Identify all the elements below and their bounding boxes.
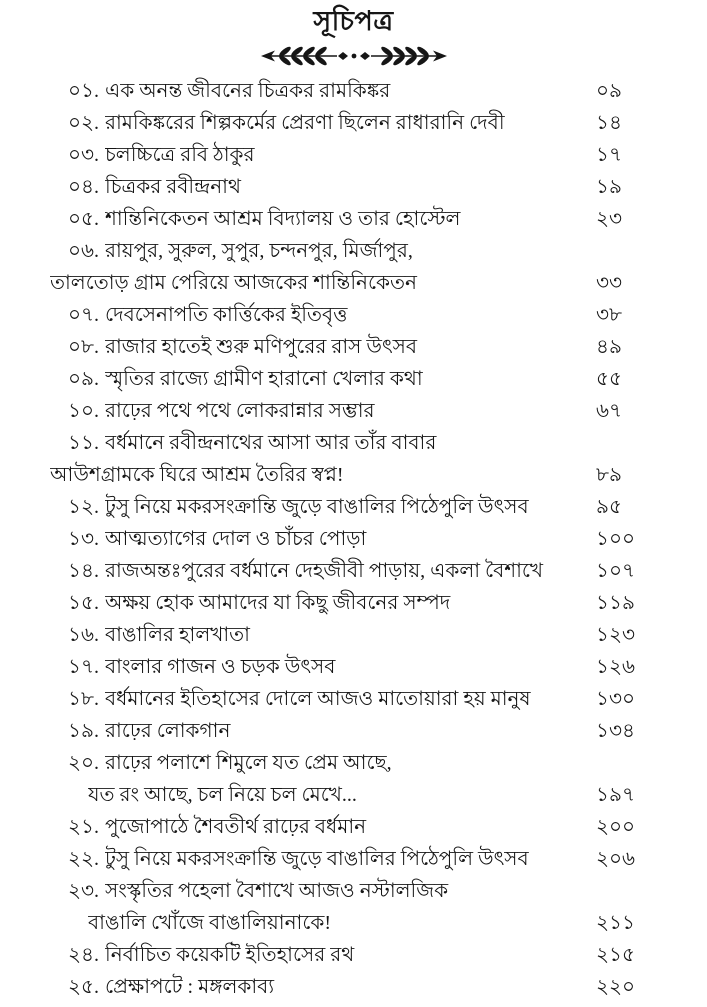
page-title: সূচিপত্র <box>313 6 394 36</box>
toc-entry-page: ৩৩ <box>596 272 623 294</box>
toc-row <box>36 619 642 651</box>
toc-entry-page: ৬৭ <box>596 400 623 422</box>
toc-row <box>36 139 642 171</box>
toc-entry-number: ০৪. <box>68 176 99 198</box>
toc-row <box>36 747 642 779</box>
toc-entry-page: ৩৮ <box>596 304 622 326</box>
toc-entry-title: রাজঅন্তঃপুরের বর্ধমানে দেহজীবী পাড়ায়, একলা বৈশাখে <box>105 560 544 582</box>
toc-entry-number: ২৪. <box>68 944 99 966</box>
toc-entry-title: যত রং আছে, চল নিয়ে চল মেখে... <box>88 784 357 806</box>
toc-entry-page: ১৭ <box>596 144 622 166</box>
toc-entry-page: ২০৬ <box>596 848 636 870</box>
toc-row <box>36 875 642 907</box>
toc-entry-page: ৯৫ <box>596 496 622 518</box>
toc-entry-title: শান্তিনিকেতন আশ্রম বিদ্যালয় ও তার হোস্টেল <box>105 208 461 230</box>
toc-row <box>36 299 642 331</box>
toc-entry-number: ০৭. <box>68 304 100 326</box>
toc-entry-number: ০১. <box>68 80 99 102</box>
toc-entry-title: আউশগ্রামকে ঘিরে আশ্রম তৈরির স্বপ্ন! <box>50 464 344 486</box>
toc-entry-title: রাজার হাতেই শুরু মণিপুরের রাস উৎসব <box>105 336 417 358</box>
toc-entry-page: ১১৯ <box>596 592 635 614</box>
toc-entry-number: ০৬. <box>68 240 100 262</box>
toc-entry-page: ২০০ <box>596 816 636 838</box>
toc-row <box>36 171 642 203</box>
toc-entry-number: ১৫. <box>68 592 99 614</box>
toc-entry-title: বাংলার গাজন ও চড়ক উৎসব <box>105 656 336 678</box>
toc-entry-number: ১৬. <box>68 624 99 646</box>
toc-entry-page: ১২৩ <box>596 624 635 646</box>
toc-entry-number: ০৩. <box>68 144 100 166</box>
toc-entry-page: ১২৬ <box>596 656 635 678</box>
toc-entry-page: ৪৯ <box>596 336 622 358</box>
toc-entry-number: ০২. <box>68 112 100 134</box>
toc-entry-title: প্রেক্ষাপটে : মঙ্গলকাব্য <box>105 976 275 998</box>
toc-row <box>36 715 642 747</box>
toc-row <box>36 779 642 811</box>
toc-entry-number: ১১. <box>68 432 99 454</box>
toc-list <box>36 75 642 1003</box>
toc-entry-page: ১৯ <box>596 176 622 198</box>
toc-row <box>36 907 642 939</box>
toc-row <box>36 107 642 139</box>
toc-row <box>36 395 642 427</box>
toc-entry-title: সংস্কৃতির পহেলা বৈশাখে আজও নস্টালজিক <box>105 880 449 902</box>
toc-entry-page: ৮৯ <box>596 464 622 486</box>
toc-row <box>36 363 642 395</box>
toc-entry-number: ১৭. <box>68 656 99 678</box>
toc-entry-title: বর্ধমানের ইতিহাসের দোলে আজও মাতোয়ারা হয় মানুষ <box>105 688 531 710</box>
toc-entry-title: চলচ্চিত্রে রবি ঠাকুর <box>105 144 255 166</box>
toc-row <box>36 939 642 971</box>
toc-row <box>36 971 642 1003</box>
toc-entry-number: ২৫. <box>68 976 99 998</box>
toc-entry-page: ২৩ <box>596 208 623 230</box>
toc-row <box>36 331 642 363</box>
floral-divider-icon <box>259 43 449 71</box>
toc-row <box>36 491 642 523</box>
toc-entry-title: চিত্রকর রবীন্দ্রনাথ <box>105 176 241 198</box>
toc-entry-number: ১৯. <box>68 720 99 742</box>
toc-entry-title: বাঙালি খোঁজে বাঙালিয়ানাকে! <box>88 912 332 934</box>
toc-row <box>36 523 642 555</box>
toc-row <box>36 811 642 843</box>
toc-row <box>36 235 642 267</box>
toc-entry-page: ২১৫ <box>596 944 635 966</box>
toc-row <box>36 427 642 459</box>
toc-entry-page: ১৯৭ <box>596 784 635 806</box>
toc-row <box>36 555 642 587</box>
toc-entry-page: ১৪ <box>596 112 622 134</box>
toc-entry-title: বর্ধমানে রবীন্দ্রনাথের আসা আর তাঁর বাবার <box>105 432 437 454</box>
toc-entry-number: ২৩. <box>68 880 100 902</box>
toc-entry-title: বাঙালির হালখাতা <box>105 624 250 646</box>
toc-entry-number: ১২. <box>68 496 99 518</box>
toc-entry-title: নির্বাচিত কয়েকটি ইতিহাসের রথ <box>105 944 355 966</box>
toc-row <box>36 587 642 619</box>
toc-entry-page: ২১১ <box>596 912 635 934</box>
toc-entry-title: অক্ষয় হোক আমাদের যা কিছু জীবনের সম্পদ <box>105 592 451 614</box>
toc-row <box>36 459 642 491</box>
toc-entry-title: পুজোপাঠে শৈবতীর্থ রাঢ়ের বর্ধমান <box>105 816 367 838</box>
toc-entry-number: ১০. <box>68 400 99 422</box>
toc-entry-number: ১৩. <box>68 528 99 550</box>
toc-entry-number: ০৯. <box>68 368 99 390</box>
toc-entry-title: টুসু নিয়ে মকরসংক্রান্তি জুড়ে বাঙালির পিঠেপুলি উৎসব <box>105 848 529 870</box>
toc-entry-title: আত্মত্যাগের দোল ও চাঁচর পোড়া <box>105 528 367 550</box>
toc-entry-number: ২১. <box>68 816 99 838</box>
toc-entry-page: ১৩৪ <box>596 720 635 742</box>
toc-entry-number: ০৮. <box>68 336 99 358</box>
toc-row <box>36 651 642 683</box>
toc-entry-number: ১৮. <box>68 688 99 710</box>
toc-row <box>36 683 642 715</box>
toc-entry-page: ০৯ <box>596 80 622 102</box>
toc-entry-title: রামকিঙ্করের শিল্পকর্মের প্রেরণা ছিলেন রাধারানি দেবী <box>105 112 505 134</box>
toc-entry-page: ১০০ <box>596 528 635 550</box>
toc-row <box>36 75 642 107</box>
toc-entry-title: স্মৃতির রাজ্যে গ্রামীণ হারানো খেলার কথা <box>105 368 423 390</box>
toc-entry-title: এক অনন্ত জীবনের চিত্রকর রামকিঙ্কর <box>105 80 391 102</box>
toc-entry-title: টুসু নিয়ে মকরসংক্রান্তি জুড়ে বাঙালির পিঠেপুলি উৎসব <box>105 496 529 518</box>
toc-entry-title: রায়পুর, সুরুল, সুপুর, চন্দনপুর, মির্জাপুর, <box>105 240 413 262</box>
toc-entry-number: ২২. <box>68 848 100 870</box>
toc-entry-title: তালতোড় গ্রাম পেরিয়ে আজকের শান্তিনিকেতন <box>50 272 417 294</box>
toc-entry-page: ৫৫ <box>596 368 622 390</box>
toc-entry-title: দেবসেনাপতি কার্ত্তিকের ইতিবৃত্ত <box>105 304 348 326</box>
toc-entry-number: ২০. <box>68 752 100 774</box>
toc-entry-page: ১০৭ <box>596 560 635 582</box>
toc-entry-title: রাঢ়ের পলাশে শিমুলে যত প্রেম আছে, <box>105 752 392 774</box>
toc-row <box>36 267 642 299</box>
toc-entry-title: রাঢ়ের পথে পথে লোকরান্নার সম্ভার <box>105 400 375 422</box>
toc-entry-page: ১৩০ <box>596 688 635 710</box>
toc-row <box>36 203 642 235</box>
toc-entry-number: ১৪. <box>68 560 99 582</box>
toc-row <box>36 843 642 875</box>
toc-entry-page: ২২০ <box>596 976 636 998</box>
toc-entry-title: রাঢ়ের লোকগান <box>105 720 231 742</box>
toc-entry-number: ০৫. <box>68 208 99 230</box>
